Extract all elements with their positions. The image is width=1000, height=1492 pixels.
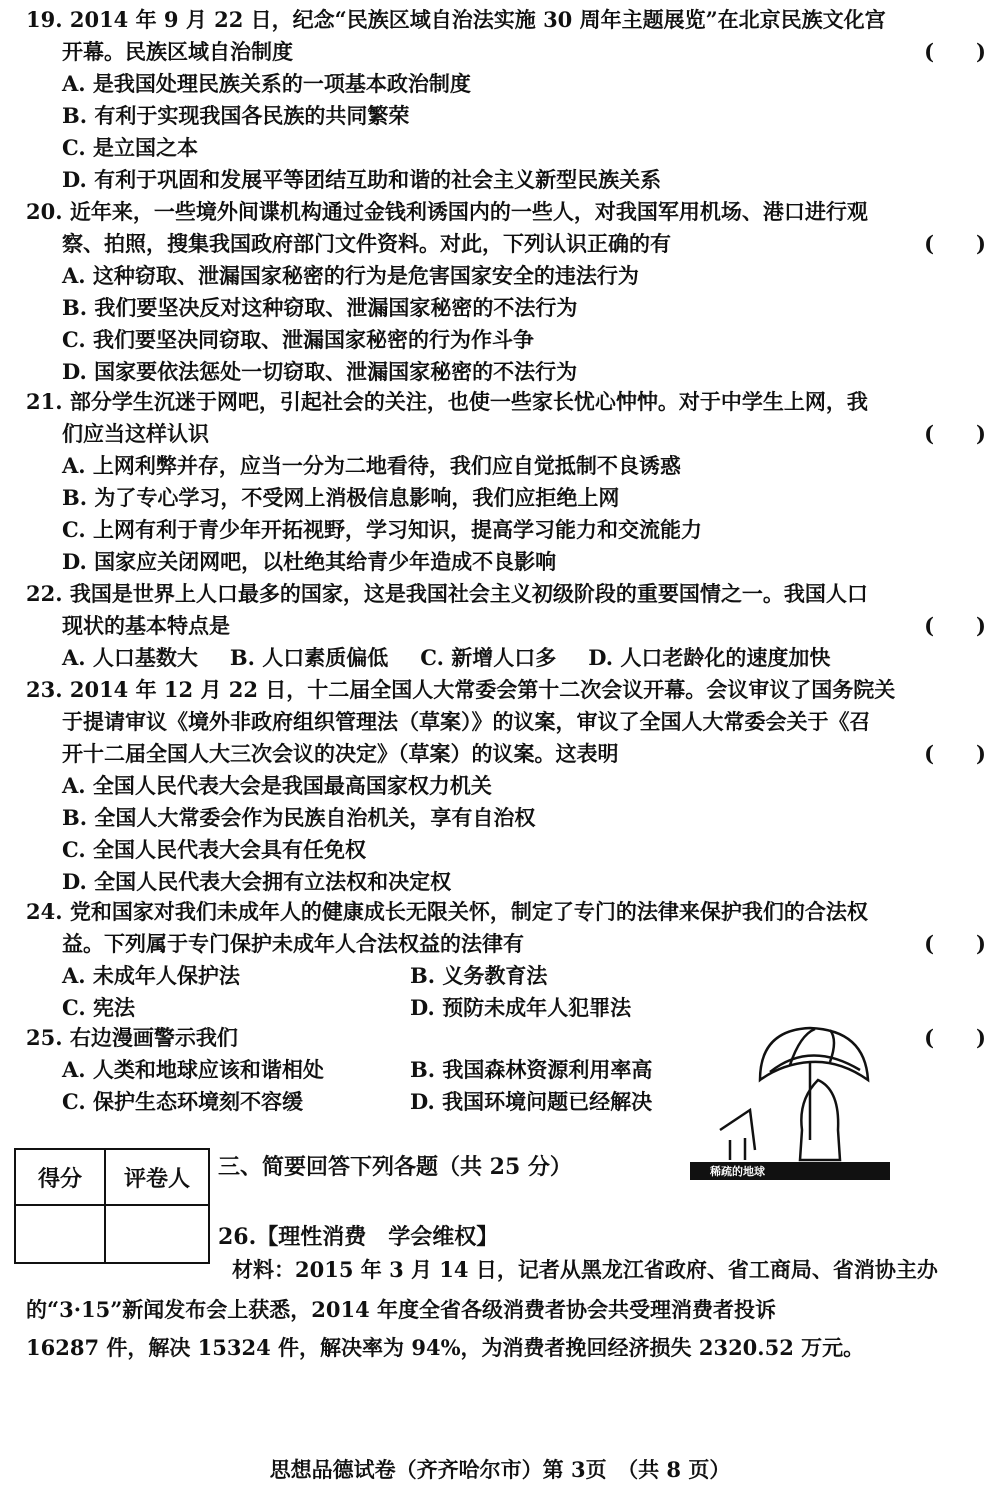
- option-b[interactable]: B. 有利于实现我国各民族的共同繁荣: [62, 103, 410, 128]
- option-d[interactable]: D. 有利于巩固和发展平等团结互助和谐的社会主义新型民族关系: [62, 167, 662, 192]
- answer-blank[interactable]: ( ): [924, 39, 986, 64]
- globe-dome: [760, 1028, 868, 1080]
- option-c[interactable]: C. 是立国之本: [62, 135, 198, 160]
- question-line: 们应当这样认识: [62, 421, 209, 446]
- score-table: [14, 1148, 210, 1264]
- score-header: 得分: [15, 1149, 105, 1205]
- option-d[interactable]: D. 国家应关闭网吧，以杜绝其给青少年造成不良影响: [62, 549, 557, 574]
- option-d[interactable]: D. 国家要依法惩处一切窃取、泄漏国家秘密的不法行为: [62, 359, 578, 384]
- material-line: 材料：2015 年 3 月 14 日，记者从黑龙江省政府、省工商局、省消协主办: [232, 1257, 938, 1282]
- question-line: 20. 近年来，一些境外间谍机构通过金钱利诱国内的一些人，对我国军用机场、港口进行观: [26, 199, 868, 224]
- option-d[interactable]: D. 预防未成年人犯罪法: [410, 995, 632, 1020]
- answer-blank[interactable]: ( ): [924, 741, 986, 766]
- answer-blank[interactable]: ( ): [924, 613, 986, 638]
- option-a[interactable]: A. 人口基数大: [62, 645, 198, 670]
- answer-blank[interactable]: ( ): [924, 421, 986, 446]
- question-line: 察、拍照，搜集我国政府部门文件资料。对此，下列认识正确的有: [62, 231, 671, 256]
- question-line: 21. 部分学生沉迷于网吧，引起社会的关注，也使一些家长忧心忡忡。对于中学生上网，我: [26, 389, 868, 414]
- page-footer: 思想品德试卷（齐齐哈尔市）第 3页 （共 8 页）: [269, 1457, 731, 1482]
- option-c[interactable]: C. 我们要坚决同窃取、泄漏国家秘密的行为作斗争: [62, 327, 534, 352]
- option-b[interactable]: B. 全国人大常委会作为民族自治机关，享有自治权: [62, 805, 536, 830]
- option-c[interactable]: C. 上网有利于青少年开拓视野，学习知识，提高学习能力和交流能力: [62, 517, 702, 542]
- answer-blank[interactable]: ( ): [924, 1025, 986, 1050]
- question-line: 22. 我国是世界上人口最多的国家，这是我国社会主义初级阶段的重要国情之一。我国人口: [26, 581, 868, 606]
- option-c[interactable]: C. 新增人口多: [420, 645, 557, 670]
- figure-body: [800, 1080, 840, 1160]
- question-line: 23. 2014 年 12 月 22 日，十二届全国人大常委会第十二次会议开幕。会议审议了国务院关: [26, 677, 896, 702]
- question-20: [26, 196, 986, 388]
- question-22: [26, 578, 986, 674]
- question-24: [26, 896, 986, 1024]
- question-line: 益。下列属于专门保护未成年人合法权益的法律有: [62, 931, 524, 956]
- option-a[interactable]: A. 是我国处理民族关系的一项基本政治制度: [62, 71, 471, 96]
- grader-cell[interactable]: [105, 1205, 209, 1263]
- answer-blank[interactable]: ( ): [924, 931, 986, 956]
- option-b[interactable]: B. 我国森林资源利用率高: [410, 1057, 653, 1082]
- question-19: [26, 4, 986, 196]
- option-b[interactable]: B. 为了专心学习，不受网上消极信息影响，我们应拒绝上网: [62, 485, 620, 510]
- question-26-title: 26.【理性消费 学会维权】: [218, 1224, 499, 1250]
- material-line: 的“3·15”新闻发布会上获悉，2014 年度全省各级消费者协会共受理消费者投诉: [26, 1297, 777, 1322]
- option-d[interactable]: D. 我国环境问题已经解决: [410, 1089, 653, 1114]
- question-line: 19. 2014 年 9 月 22 日，纪念“民族区域自治法实施 30 周年主题展览”在北京民族文化宫: [26, 7, 886, 32]
- answer-blank[interactable]: ( ): [924, 231, 986, 256]
- question-line: 24. 党和国家对我们未成年人的健康成长无限关怀，制定了专门的法律来保护我们的合法权: [26, 899, 868, 924]
- option-c[interactable]: C. 保护生态环境刻不容缓: [62, 1089, 303, 1114]
- option-row: [26, 642, 986, 674]
- option-b[interactable]: B. 人口素质偏低: [229, 645, 389, 670]
- question-line: 开十二届全国人大三次会议的决定》（草案）的议案。这表明: [62, 741, 619, 766]
- option-c[interactable]: C. 宪法: [62, 995, 135, 1020]
- score-cell[interactable]: [15, 1205, 105, 1263]
- question-line: 现状的基本特点是: [62, 613, 230, 638]
- cartoon-caption: 稀疏的地球: [710, 1165, 765, 1178]
- grader-header: 评卷人: [105, 1149, 209, 1205]
- option-d[interactable]: D. 人口老龄化的速度加快: [588, 645, 831, 670]
- question-line: 开幕。民族区域自治制度: [62, 39, 293, 64]
- question-line: 于提请审议《境外非政府组织管理法（草案）》的议案，审议了全国人大常委会关于《召: [62, 709, 871, 734]
- question-line: 25. 右边漫画警示我们: [26, 1025, 238, 1050]
- material-line: 16287 件，解决 15324 件，解决率为 94%，为消费者挽回经济损失 2320.52 万元。: [26, 1335, 865, 1360]
- option-b[interactable]: B. 我们要坚决反对这种窃取、泄漏国家秘密的不法行为: [62, 295, 578, 320]
- option-a[interactable]: A. 上网利弊并存，应当一分为二地看待，我们应自觉抵制不良诱惑: [62, 453, 681, 478]
- stump-legs: [730, 1138, 745, 1160]
- option-d[interactable]: D. 全国人民代表大会拥有立法权和决定权: [62, 869, 452, 894]
- option-a[interactable]: A. 这种窃取、泄漏国家秘密的行为是危害国家安全的违法行为: [62, 263, 639, 288]
- globe-grid-line: [770, 1055, 860, 1072]
- stump: [720, 1110, 755, 1150]
- question-21: [26, 386, 986, 578]
- option-a[interactable]: A. 人类和地球应该和谐相处: [62, 1057, 324, 1082]
- section-title: 三、简要回答下列各题（共 25 分）: [218, 1154, 572, 1180]
- option-b[interactable]: B. 义务教育法: [410, 963, 548, 988]
- option-c[interactable]: C. 全国人民代表大会具有任免权: [62, 837, 366, 862]
- option-a[interactable]: A. 未成年人保护法: [62, 963, 240, 988]
- question-23: [26, 674, 986, 898]
- cartoon-image: [690, 1020, 890, 1180]
- option-a[interactable]: A. 全国人民代表大会是我国最高国家权力机关: [62, 773, 492, 798]
